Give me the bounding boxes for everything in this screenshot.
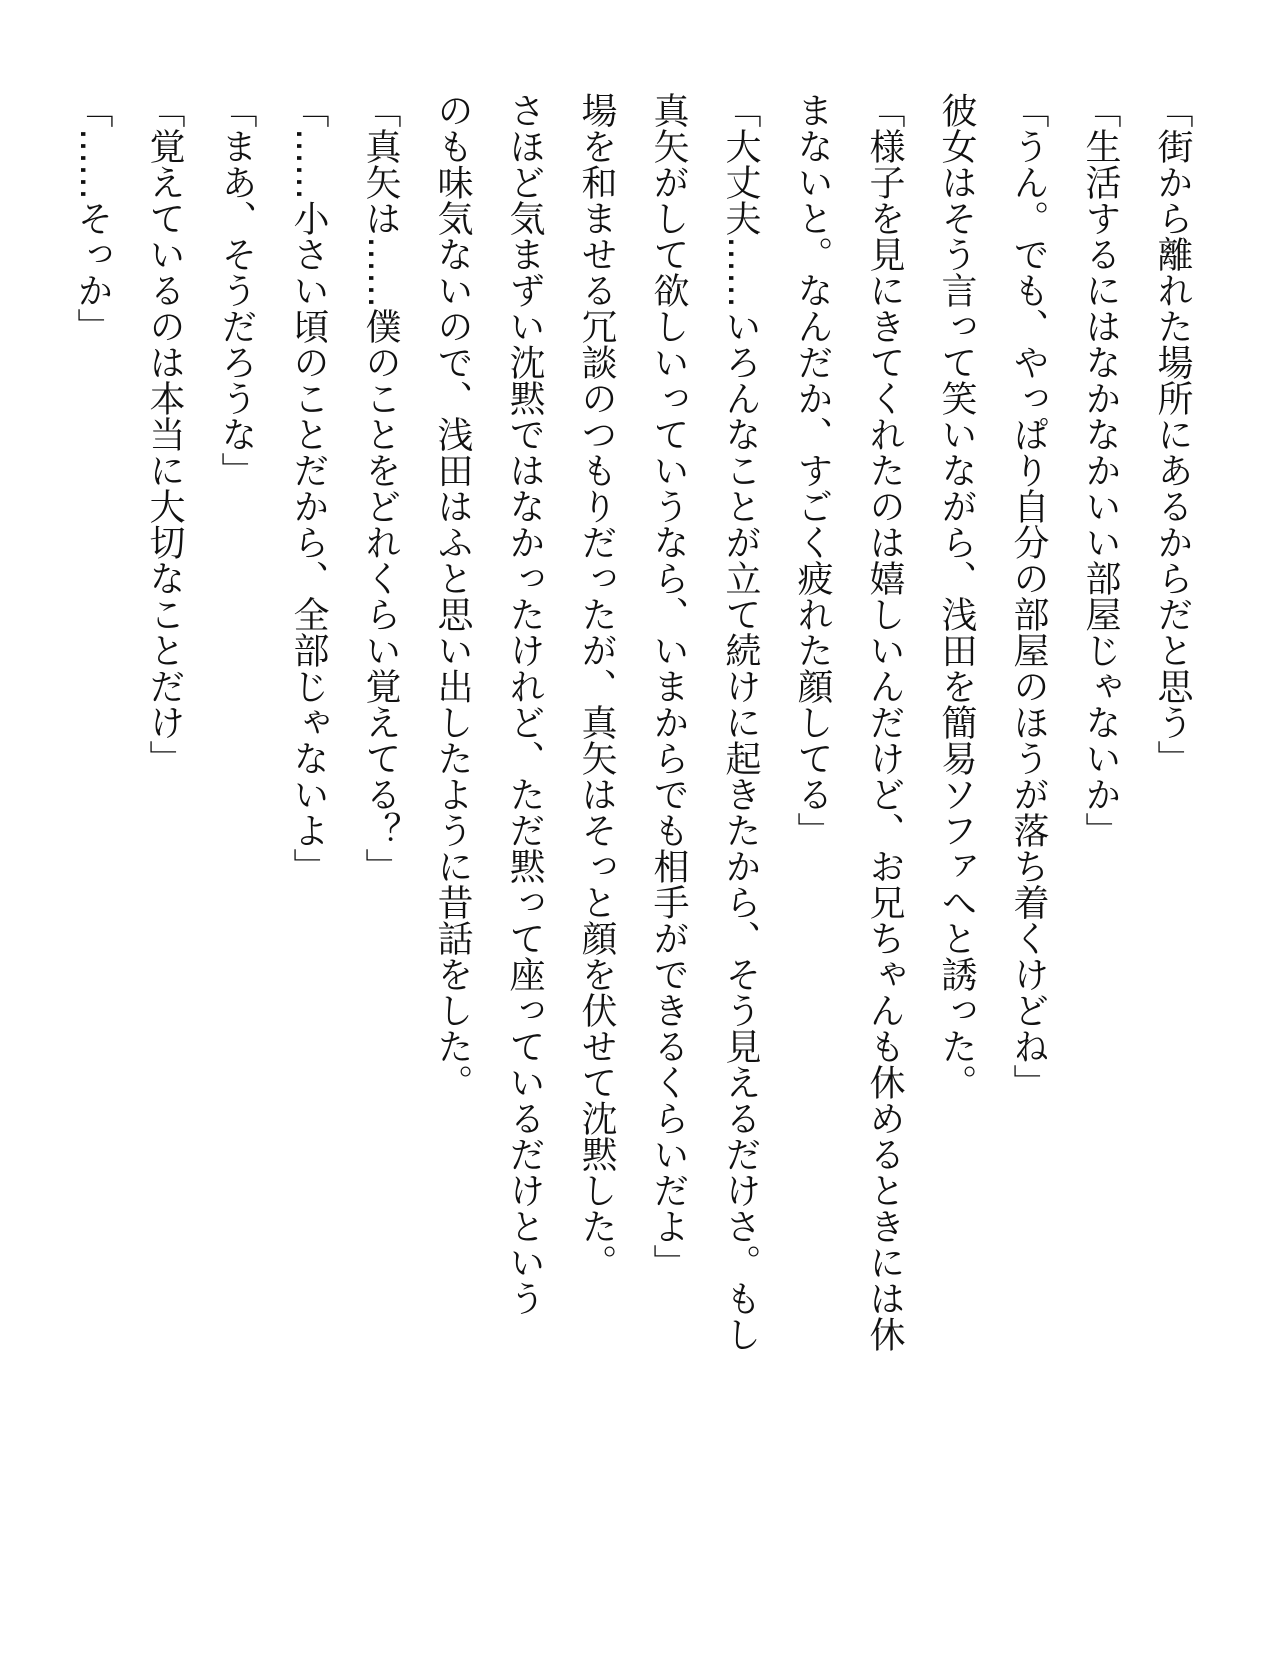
text-line: 「大丈夫……いろんなことが立て続けに起きたから、そう見えるだけさ。もし [720, 92, 761, 1352]
text-line: まないと。なんだか、すごく疲れた顔してる」 [792, 92, 833, 848]
vertical-text-body [56, 92, 1208, 1472]
text-line: 彼女はそう言って笑いながら、浅田を簡易ソファへと誘った。 [936, 92, 977, 1100]
text-line: 「覚えているのは本当に大切なことだけ」 [144, 92, 185, 776]
text-line: 「うん。でも、やっぱり自分の部屋のほうが落ち着くけどね」 [1008, 92, 1049, 1100]
text-line: 「……小さい頃のことだから、全部じゃないよ」 [288, 92, 329, 884]
text-line: 「……そっか」 [72, 92, 113, 344]
text-line: 場を和ませる冗談のつもりだったが、真矢はそっと顔を伏せて沈黙した。 [576, 92, 617, 1280]
text-line: 「街から離れた場所にあるからだと思う」 [1152, 92, 1193, 776]
text-line: 「真矢は……僕のことをどれくらい覚えてる？」 [360, 92, 401, 884]
text-line: 「生活するにはなかなかいい部屋じゃないか」 [1080, 92, 1121, 848]
text-line: 真矢がして欲しいっていうなら、いまからでも相手ができるくらいだよ」 [648, 92, 689, 1280]
text-line: のも味気ないので、浅田はふと思い出したように昔話をした。 [432, 92, 473, 1100]
text-line: 「まあ、そうだろうな」 [216, 92, 257, 488]
text-line: 「様子を見にきてくれたのは嬉しいんだけど、お兄ちゃんも休めるときには休 [864, 92, 905, 1352]
text-line: さほど気まずい沈黙ではなかったけれど、ただ黙って座っているだけという [504, 92, 545, 1316]
